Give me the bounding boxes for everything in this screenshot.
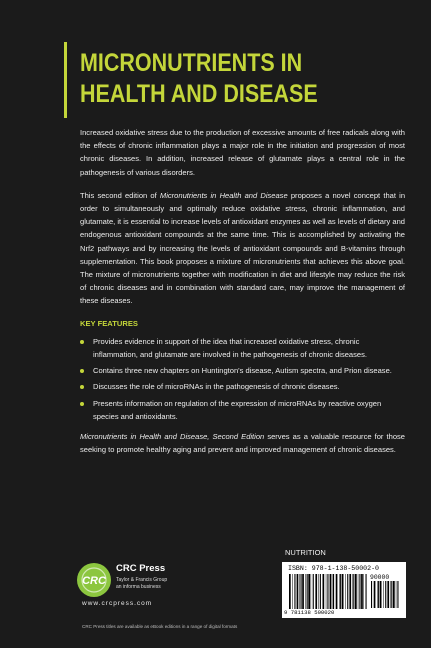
barcode-box — [282, 562, 406, 618]
bullet-icon — [80, 340, 84, 344]
barcode-icon — [288, 574, 368, 609]
bullet-icon — [80, 402, 84, 406]
edition-paragraph — [80, 189, 405, 308]
key-features-heading: KEY FEATURES — [80, 318, 138, 328]
bullet-icon — [80, 385, 84, 389]
price-barcode-icon — [370, 581, 400, 608]
key-feature-item — [80, 335, 405, 361]
blurb — [80, 126, 405, 465]
key-feature-text: Provides evidence in support of the idea that increased oxidative stress, chronic inflammation, and glutamate are involved in the pathogenesis of chronic diseases. — [93, 336, 367, 360]
intro-paragraph: Increased oxidative stress due to the production of excessive amounts of free radicals along with the effects of chronic inflammation plays a major role in the initiation and progression of most chronic diseases. In addition, increased release of glutamate plays a central role in the pathogenesis of various disorders. — [80, 128, 405, 177]
key-feature-text: Contains three new chapters on Huntington's disease, Autism spectra, and Prion disease. — [93, 366, 392, 376]
key-feature-text: Presents information on regulation of the expression of microRNAs by reactive oxygen species and antioxidants. — [93, 398, 382, 421]
title-accent-bar — [64, 42, 67, 118]
key-feature-item — [80, 364, 405, 377]
edition-prefix: This second edition of — [80, 190, 160, 200]
edition-book-title: Micronutrients in Health and Disease — [159, 190, 288, 200]
publisher-url: www.crcpress.com — [82, 600, 153, 607]
price-code: 90000 — [370, 574, 390, 581]
key-feature-item — [80, 397, 405, 423]
key-features-list — [80, 335, 405, 423]
barcode-digits: 9 781138 500020 — [284, 609, 335, 616]
key-feature-text: Discusses the role of microRNAs in the pathogenesis of chronic diseases. — [93, 382, 340, 392]
publisher-subtitle — [116, 577, 167, 590]
crc-press-logo-icon — [76, 562, 112, 598]
closing-book-title: Micronutrients in Health and Disease, Second Edition — [80, 432, 265, 442]
publisher-name: CRC Press — [116, 563, 166, 574]
publisher-group: Taylor & Francis Group — [116, 577, 168, 583]
ebook-footnote: CRC Press titles are available as eBook editions in a range of digital formats — [82, 624, 238, 629]
closing-rest: serves as a valuable resource for those seeking to promote healthy aging and prevent and improved management of chronic diseases. — [80, 432, 405, 455]
publisher-informa: an informa business — [116, 583, 161, 590]
edition-rest: proposes a novel concept that in order to simultaneously and optimally reduce oxidative stress, chronic inflammation, and glutamate, it is essential to increase levels of antioxidant enzymes as well as levels of dietary and endogenous antioxidant compounds at the same time. This is accomplished by activating the Nrf2 pathways and by increasing the levels of antioxidant compounds and B-vitamins through supplementation. This book proposes a mixture of micronutrients that achieves this above goal. The mixture of micronutrients together with modification in diet and lifestyle may reduce the risk of chronic diseases and in combination with standard care, may improve the management of these diseases. — [80, 190, 406, 306]
category-label: NUTRITION — [285, 548, 326, 557]
isbn-text: ISBN: 978-1-138-50002-0 — [288, 565, 380, 572]
closing-paragraph — [80, 430, 405, 456]
book-title-line-2: HEALTH AND DISEASE — [80, 80, 318, 108]
bullet-icon — [80, 369, 84, 373]
logo-text: CRC — [82, 575, 106, 587]
book-title — [80, 48, 364, 110]
book-title-line-1: MICRONUTRIENTS IN — [80, 49, 303, 77]
key-feature-item — [80, 380, 405, 393]
